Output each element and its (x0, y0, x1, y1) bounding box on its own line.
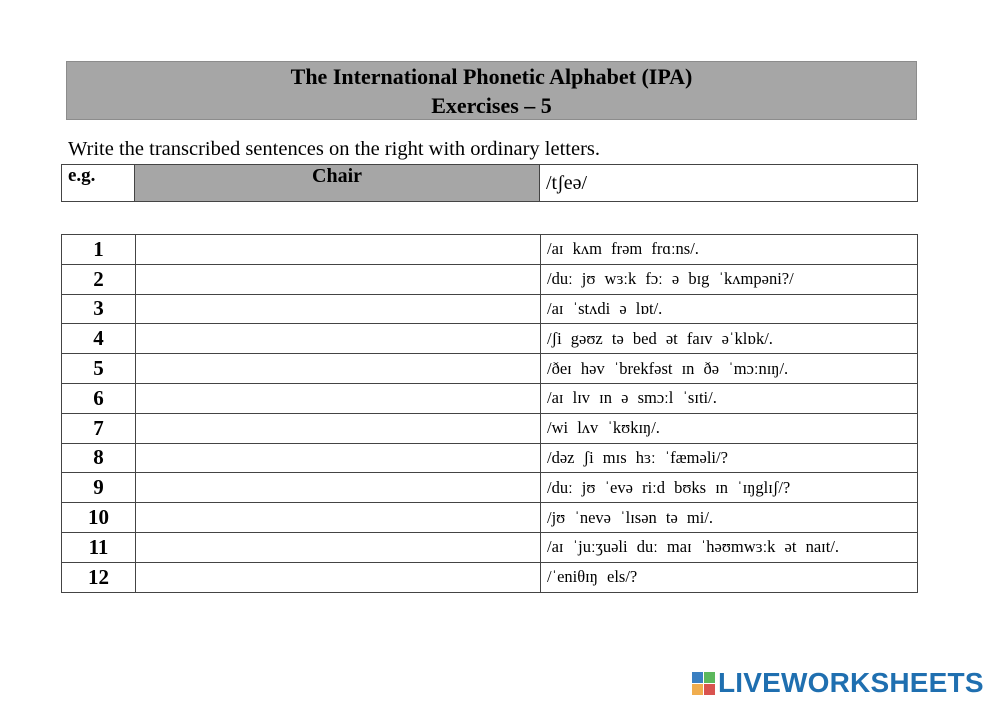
answer-field[interactable] (136, 562, 541, 592)
exercise-row (62, 354, 918, 384)
exercise-row (62, 562, 918, 592)
logo-tile-2 (704, 672, 715, 683)
exercise-row (62, 383, 918, 413)
exercise-row (62, 532, 918, 562)
exercise-number: 12 (62, 562, 136, 592)
example-word: Chair (135, 165, 540, 202)
answer-field[interactable] (136, 294, 541, 324)
example-label: e.g. (62, 165, 135, 202)
ipa-transcription: /jʊ ˈnevə ˈlɪsən tə mi/. (541, 503, 918, 533)
ipa-transcription: /aɪ lɪv ɪn ə smɔːl ˈsɪti/. (541, 383, 918, 413)
answer-field[interactable] (136, 264, 541, 294)
exercise-row (62, 473, 918, 503)
worksheet-subtitle: Exercises – 5 (431, 93, 552, 118)
example-ipa: /tʃeə/ (540, 165, 918, 202)
ipa-transcription: /aɪ ˈjuːʒuəli duː maɪ ˈhəʊmwɜːk ət naɪt/. (541, 532, 918, 562)
answer-field[interactable] (136, 473, 541, 503)
exercise-number: 10 (62, 503, 136, 533)
exercise-number: 9 (62, 473, 136, 503)
instruction-text: Write the transcribed sentences on the right with ordinary letters. (68, 138, 600, 160)
answer-field[interactable] (136, 235, 541, 265)
liveworksheets-logo (692, 668, 984, 698)
example-table (61, 164, 918, 202)
answer-field[interactable] (136, 354, 541, 384)
ipa-transcription: /aɪ ˈstʌdi ə lɒt/. (541, 294, 918, 324)
brand-name: LIVEWORKSHEETS (718, 667, 984, 698)
ipa-transcription: /ðeɪ həv ˈbrekfəst ɪn ðə ˈmɔːnɪŋ/. (541, 354, 918, 384)
answer-field[interactable] (136, 532, 541, 562)
answer-field[interactable] (136, 413, 541, 443)
exercise-number: 1 (62, 235, 136, 265)
exercise-row (62, 324, 918, 354)
worksheet-title-banner (66, 61, 917, 120)
logo-tile-1 (692, 672, 703, 683)
exercise-number: 5 (62, 354, 136, 384)
exercise-number: 6 (62, 383, 136, 413)
worksheet-title: The International Phonetic Alphabet (IPA) (290, 64, 693, 89)
ipa-transcription: /ˈeniθɪŋ els/? (541, 562, 918, 592)
logo-tile-3 (692, 684, 703, 695)
answer-field[interactable] (136, 443, 541, 473)
exercise-number: 4 (62, 324, 136, 354)
answer-field[interactable] (136, 383, 541, 413)
ipa-transcription: /duː jʊ wɜːk fɔː ə bɪg ˈkʌmpəni?/ (541, 264, 918, 294)
exercise-row (62, 235, 918, 265)
exercise-row (62, 264, 918, 294)
exercise-number: 11 (62, 532, 136, 562)
exercise-row (62, 413, 918, 443)
ipa-transcription: /duː jʊ ˈevə riːd bʊks ɪn ˈɪŋglɪʃ/? (541, 473, 918, 503)
ipa-transcription: /wi lʌv ˈkʊkɪŋ/. (541, 413, 918, 443)
ipa-transcription: /aɪ kʌm frəm frɑːns/. (541, 235, 918, 265)
exercise-number: 3 (62, 294, 136, 324)
logo-tile-4 (704, 684, 715, 695)
example-row (62, 165, 918, 202)
answer-field[interactable] (136, 503, 541, 533)
exercise-number: 8 (62, 443, 136, 473)
exercise-table (61, 234, 918, 593)
exercise-number: 7 (62, 413, 136, 443)
exercise-row (62, 503, 918, 533)
exercise-row (62, 294, 918, 324)
liveworksheets-logo-icon (692, 672, 715, 695)
ipa-transcription: /ʃi gəʊz tə bed ət faɪv əˈklɒk/. (541, 324, 918, 354)
answer-field[interactable] (136, 324, 541, 354)
ipa-transcription: /dəz ʃi mɪs hɜː ˈfæməli/? (541, 443, 918, 473)
exercise-row (62, 443, 918, 473)
exercise-number: 2 (62, 264, 136, 294)
